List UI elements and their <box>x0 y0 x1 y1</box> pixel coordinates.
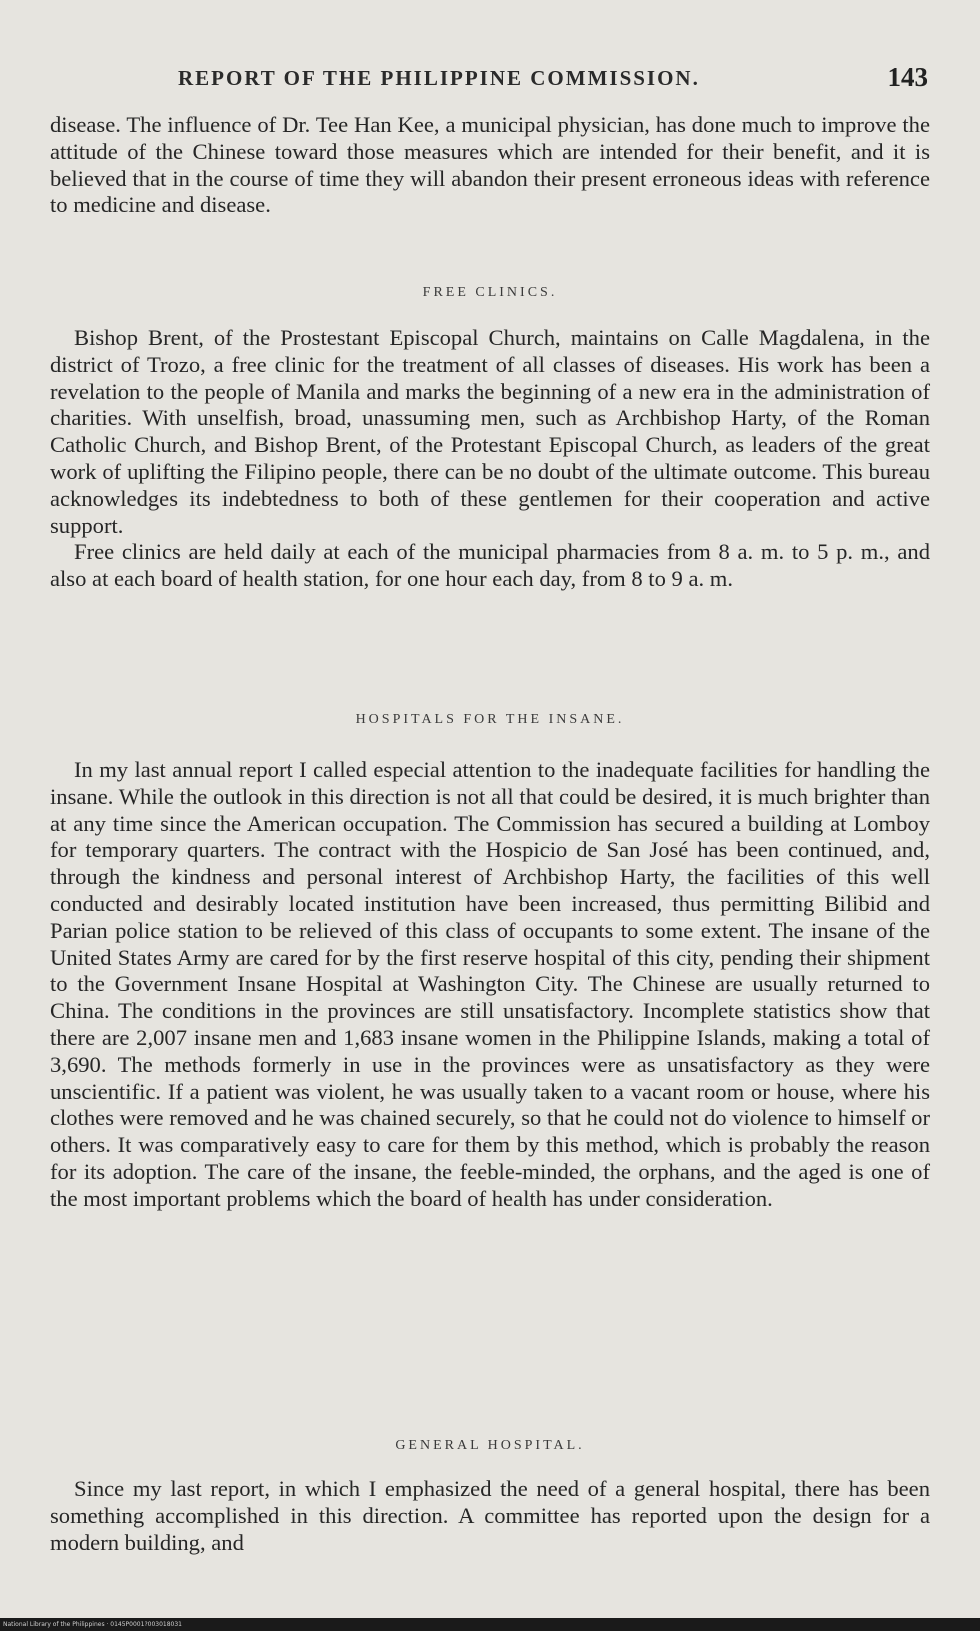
page-header <box>60 62 928 102</box>
paragraph: Bishop Brent, of the Prostestant Episcopal Church, maintains on Calle Magdalena, in the district of Trozo, a free clinic for the treatment of all classes of diseases. His work has been a revelation to the people of Manila and marks the beginning of a new era in the administration of charities. With unselfish, broad, unassuming men, such as Archbishop Harty, of the Roman Catholic Church, and Bishop Brent, of the Protestant Episcopal Church, as leaders of the great work of uplifting the Filipino people, there can be no doubt of the ultimate outcome. This bureau acknowledges its indebtedness to both of these gentlemen for their cooperation and active support. <box>50 325 930 538</box>
section-heading-free-clinics: FREE CLINICS. <box>422 285 558 300</box>
general-hospital-text <box>50 1476 930 1556</box>
running-head: REPORT OF THE PHILIPPINE COMMISSION. <box>178 66 700 90</box>
paragraph: Since my last report, in which I emphasized the need of a general hospital, there has been something accomplished in this direction. A committee has reported upon the design for a modern building, and <box>50 1476 930 1555</box>
free-clinics-text <box>50 325 930 593</box>
section-heading-hospitals-insane: HOSPITALS FOR THE INSANE. <box>355 712 625 727</box>
paragraph: disease. The influence of Dr. Tee Han Kee, a municipal physician, has done much to improve the attitude of the Chinese toward those measures which are intended for their benefit, and it is believed that in the course of time they will abandon their present erroneous ideas with reference to medicine and disease. <box>50 112 930 218</box>
section-heading-general-hospital: GENERAL HOSPITAL. <box>395 1438 585 1453</box>
intro-text <box>50 112 930 219</box>
scan-footer: National Library of the Philippines · 0145P0001?003018031 <box>0 1618 980 1631</box>
paragraph: In my last annual report I called especial attention to the inadequate facilities for handling the insane. While the outlook in this direction is not all that could be desired, it is much brighter than at any time since the American occupation. The Commission has secured a building at Lomboy for temporary quarters. The contract with the Hospicio de San José has been continued, and, through the kindness and personal interest of Archbishop Harty, the facilities of this well conducted and desirably located institution have been increased, thus permitting Bilibid and Parian police station to be relieved of this class of occupants to some extent. The insane of the United States Army are cared for by the first reserve hospital of this city, pending their shipment to the Government Insane Hospital at Washington City. The Chinese are usually returned to China. The conditions in the provinces are still unsatisfactory. Incomplete statistics show that there are 2,007 insane men and 1,683 insane women in the Philippine Islands, making a total of 3,690. The methods formerly in use in the provinces were as unsatisfactory as they were unscientific. If a patient was violent, he was usually taken to a vacant room or house, where his clothes were removed and he was chained securely, so that he could not do violence to himself or others. It was comparatively easy to care for them by this method, which is probably the reason for its adoption. The care of the insane, the feeble-minded, the orphans, and the aged is one of the most important problems which the board of health has under consideration. <box>50 757 930 1211</box>
hospitals-insane-text <box>50 757 930 1213</box>
paragraph: Free clinics are held daily at each of the municipal pharmacies from 8 a. m. to 5 p. m., and also at each board of health station, for one hour each day, from 8 to 9 a. m. <box>50 539 930 592</box>
page-number: 143 <box>887 62 928 92</box>
